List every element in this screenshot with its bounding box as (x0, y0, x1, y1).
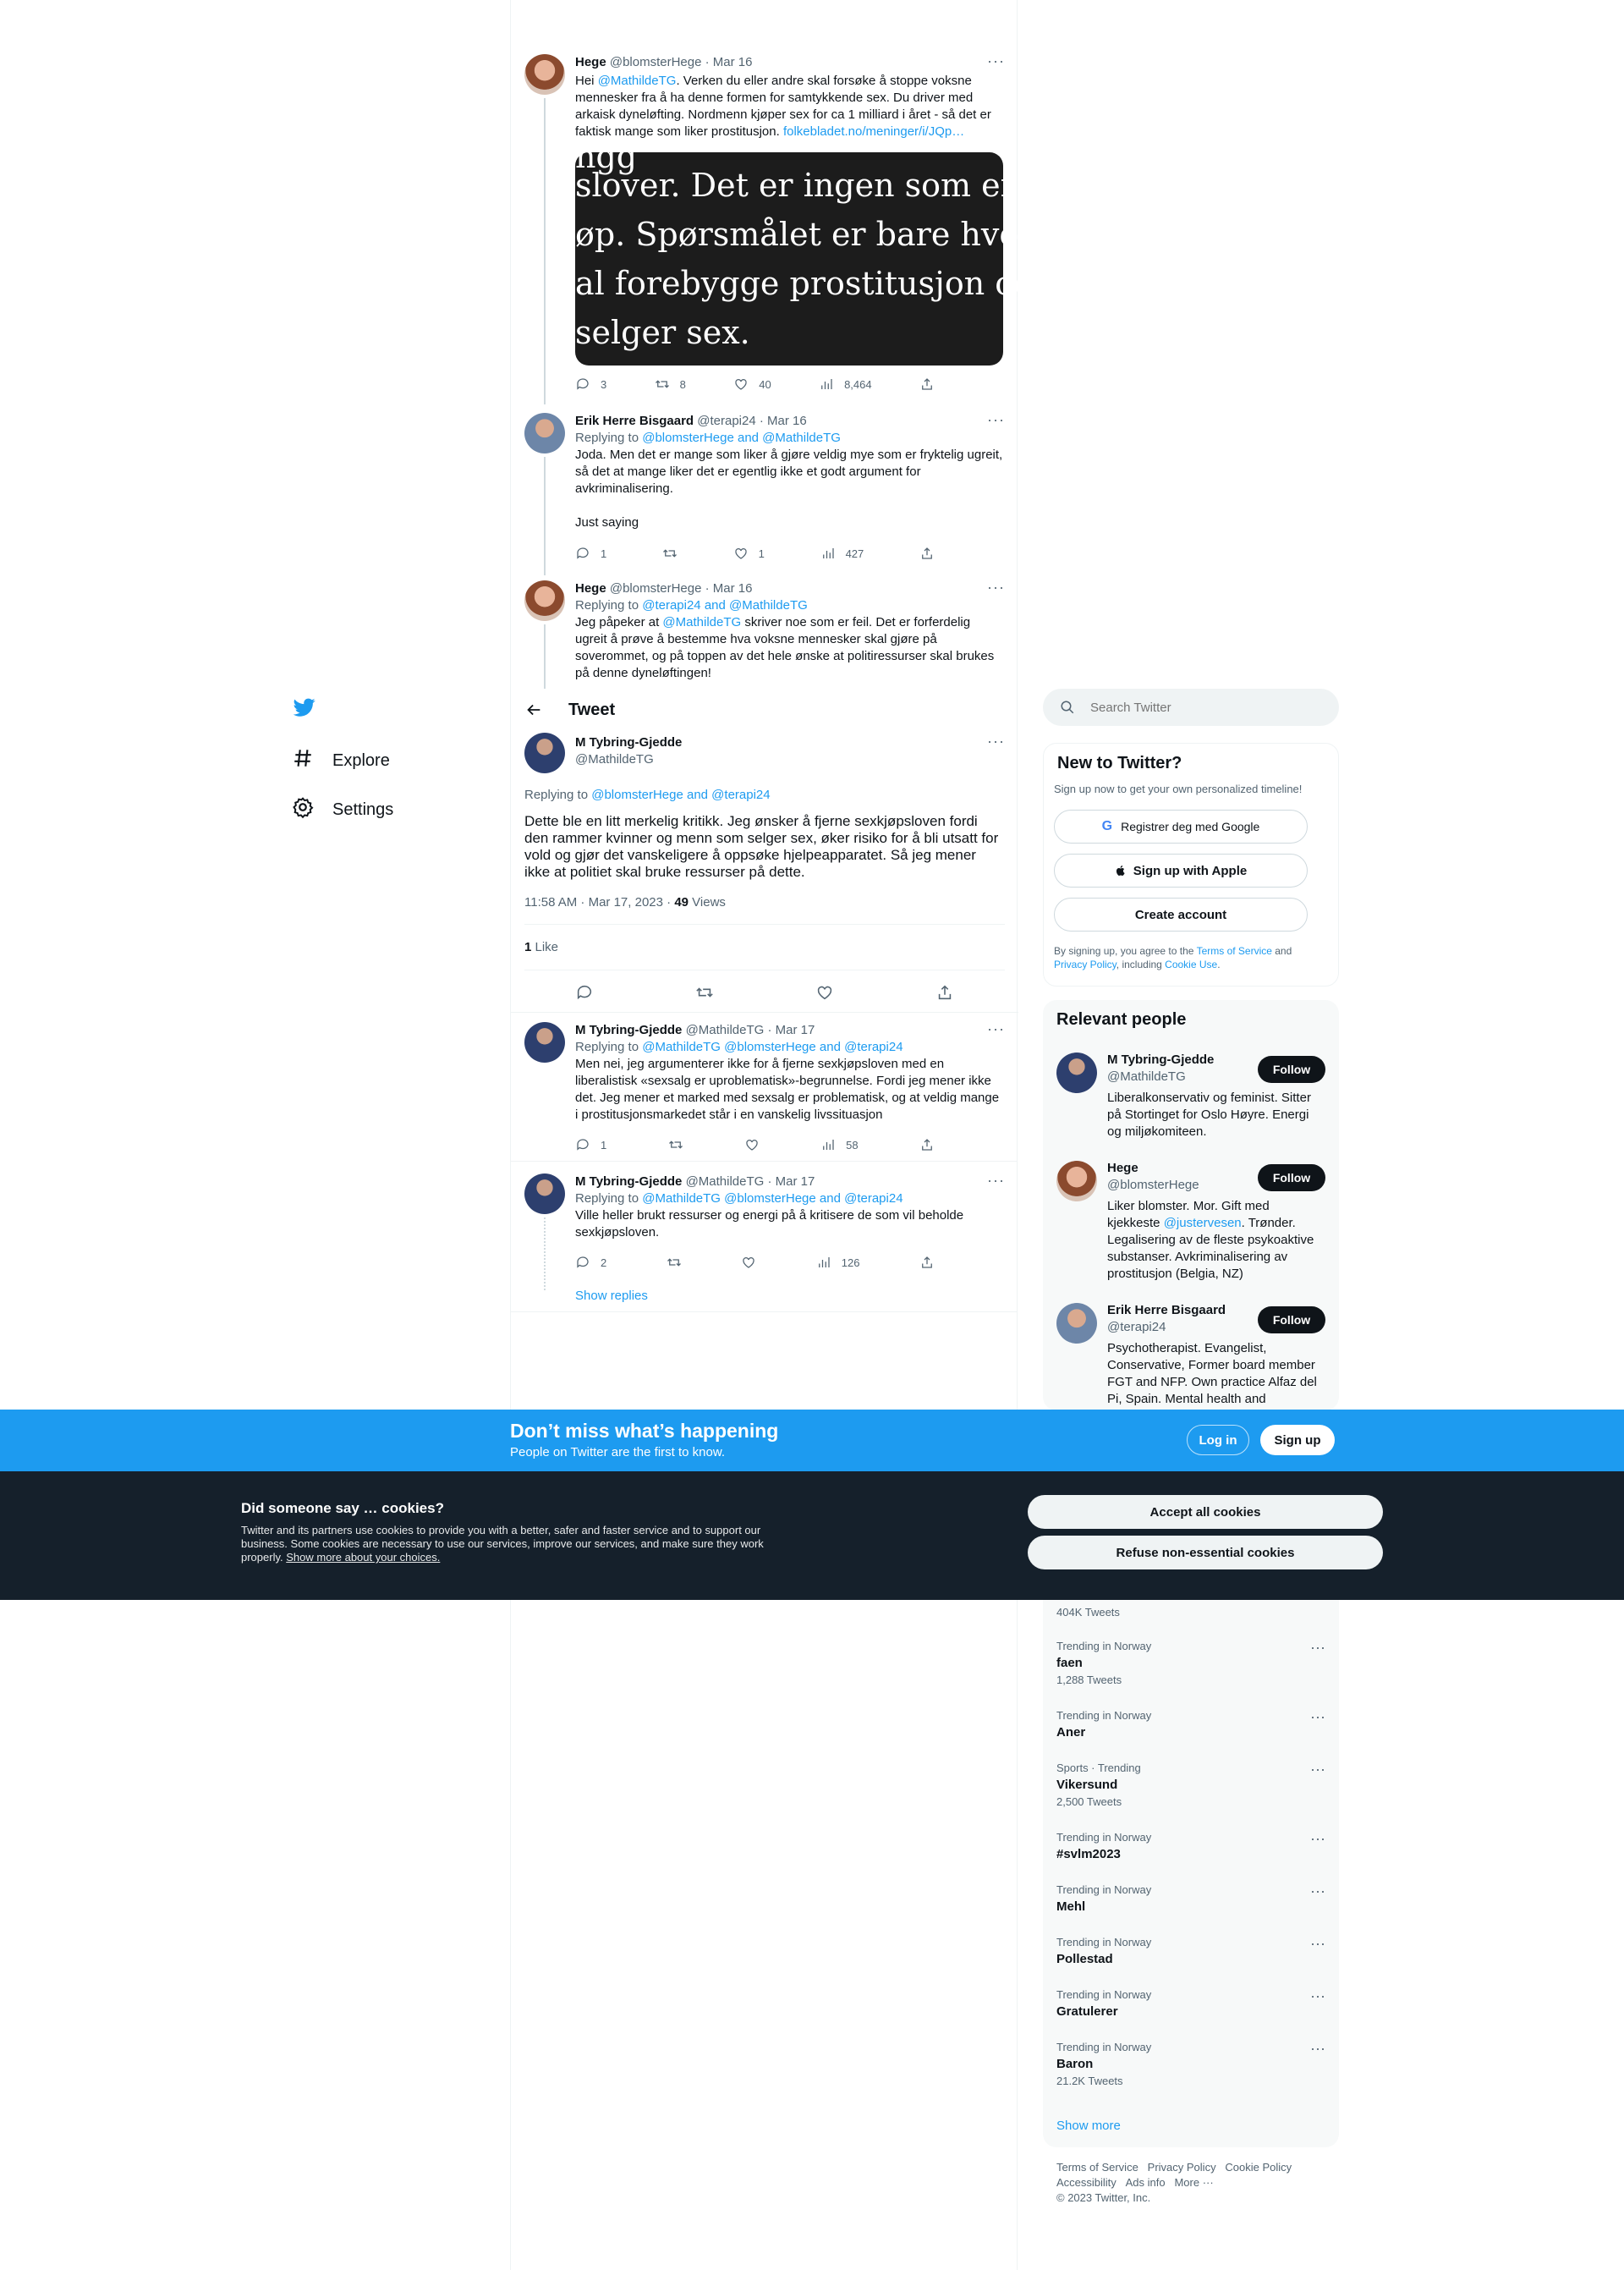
more-icon[interactable]: ··· (987, 411, 1005, 428)
mention-link[interactable]: @justervesen (1163, 1216, 1242, 1230)
tweet-text: Joda. Men det er mange som liker å gjøre veldig mye som er fryktelig ugreit, så det at mange liker det er egentlig ikke et godt argument for avkriminalisering. (575, 448, 1003, 496)
gear-icon (292, 796, 314, 823)
nav-settings[interactable] (292, 796, 393, 823)
person-card[interactable] (1056, 1303, 1325, 1404)
avatar[interactable] (524, 580, 565, 621)
share-button[interactable] (919, 1137, 935, 1152)
like-button[interactable] (744, 1137, 760, 1152)
banner-subtitle: People on Twitter are the first to know. (510, 1445, 726, 1459)
person-name[interactable]: M Tybring-Gjedde (1107, 1053, 1215, 1067)
person-card[interactable] (1056, 1161, 1325, 1296)
tweet-author-name[interactable]: M Tybring-Gjedde (575, 735, 683, 750)
heart-icon (733, 377, 749, 392)
trend-item[interactable]: Sports · Trending Vikersund 2,500 Tweets ··· (1056, 1761, 1325, 1808)
reply-button[interactable]: 3 (575, 377, 606, 392)
footer-link[interactable]: Ads info (1125, 2176, 1166, 2189)
tweet-text: Jeg påpeker at @MathildeTG skriver noe som er feil. Det er forferdelig ugreit å prøve å bestemme hva voksne mennesker skal gjøre på soverommet, og på toppen av det hele ønske at politiressurser skal brukes på denne dyneløftingen! (575, 615, 995, 680)
tweet-date[interactable]: · Mar 17 (767, 1174, 815, 1189)
tweet-author-handle[interactable]: @MathildeTG (575, 752, 654, 767)
tweet-image[interactable]: ngg slover. Det er ingen som er p øp. Spørsmålet er bare hvord al forebygge prostitusjon og h selger sex. (575, 152, 1003, 366)
tweet-text: Hei @MathildeTG. Verken du eller andre skal forsøke å stoppe voksne mennesker fra å ha denne formen for samtykkende sex. Du driver med arkaisk dyneløfting. Nordmenn kjøper sex for ca 1 milliard i året - så det er faktisk mange som liker prostitusjon. folkebladet.no/meninger/i/JQp… (575, 74, 991, 139)
image-text-line: selger sex. (575, 314, 750, 351)
views-icon (820, 1137, 836, 1152)
mention-link[interactable]: @terapi24 and @MathildeTG (642, 598, 808, 613)
more-icon[interactable]: ··· (1310, 1708, 1325, 1725)
search-input[interactable] (1090, 701, 1310, 715)
person-handle[interactable]: @blomsterHege (1107, 1178, 1199, 1192)
tweet-date[interactable]: · Mar 16 (759, 414, 807, 428)
tweet-hege-2[interactable] (524, 580, 1005, 689)
heart-icon (733, 546, 749, 561)
tweet-author-handle[interactable]: @MathildeTG (685, 1174, 765, 1189)
cookie-use-link[interactable]: Cookie Use (1165, 959, 1218, 970)
tweet-author-name[interactable]: M Tybring-Gjedde (575, 1174, 683, 1189)
nav-explore[interactable] (292, 747, 390, 774)
reply-icon (575, 546, 590, 561)
person-handle[interactable]: @MathildeTG (1107, 1069, 1186, 1084)
person-name[interactable]: Erik Herre Bisgaard (1107, 1303, 1226, 1317)
retweet-icon (662, 546, 678, 561)
like-button[interactable]: 1 (733, 546, 765, 561)
image-text-line: al forebygge prostitusjon og h (575, 265, 1067, 302)
twitter-logo-icon[interactable] (294, 696, 319, 722)
tweet-author-handle[interactable]: @blomsterHege (609, 581, 702, 596)
reply-icon (575, 1255, 590, 1270)
mention-link[interactable]: @MathildeTG (597, 74, 677, 88)
views-button[interactable]: 58 (820, 1137, 858, 1152)
share-icon (919, 546, 935, 561)
retweet-button[interactable] (662, 546, 678, 561)
tweet-author-handle[interactable]: @MathildeTG (685, 1023, 765, 1037)
cookie-choices-link[interactable]: Show more about your choices. (286, 1551, 441, 1564)
mention-link[interactable]: @blomsterHege and @MathildeTG (642, 431, 841, 445)
trend-item[interactable]: Trending in Norway Mehl ··· (1056, 1883, 1325, 1914)
retweet-button[interactable]: 8 (655, 377, 686, 392)
trend-item[interactable]: Trending in Norway #svlm2023 ··· (1056, 1830, 1325, 1861)
copyright: © 2023 Twitter, Inc. (1056, 2191, 1151, 2204)
more-icon[interactable]: ··· (1310, 1830, 1325, 1847)
tweet-text: Ville heller brukt ressurser og energi på å kritisere de som vil beholde sexkjøpsloven. (575, 1208, 964, 1239)
signup-banner (0, 1410, 1624, 1471)
avatar[interactable] (1056, 1303, 1097, 1344)
retweet-icon (667, 1255, 682, 1270)
tweet-author-name[interactable]: Hege (575, 581, 606, 596)
avatar[interactable] (524, 733, 565, 773)
follow-button[interactable]: Follow (1258, 1056, 1325, 1083)
create-account-button[interactable]: Create account (1054, 898, 1308, 932)
views-button[interactable]: 8,464 (819, 377, 872, 392)
more-icon[interactable]: ··· (1310, 1987, 1325, 2004)
mention-link[interactable]: @blomsterHege and @terapi24 (591, 788, 771, 802)
tweet-date[interactable]: · Mar 16 (705, 581, 753, 596)
views-icon (820, 546, 836, 561)
tweet-author-name[interactable]: Erik Herre Bisgaard (575, 414, 694, 428)
footer-link[interactable]: More ··· (1174, 2176, 1214, 2189)
retweet-button[interactable] (668, 1137, 683, 1152)
mention-link[interactable]: @MathildeTG @blomsterHege and @terapi24 (642, 1191, 903, 1206)
google-icon: G (1101, 819, 1113, 833)
retweet-icon (655, 377, 670, 392)
reply-button[interactable]: 1 (575, 546, 606, 561)
nav-explore-label: Explore (332, 750, 390, 770)
like-button[interactable]: 40 (733, 377, 771, 392)
reply-button[interactable]: 1 (575, 1137, 606, 1152)
trends-panel (1043, 1580, 1339, 2147)
mention-link[interactable]: @MathildeTG @blomsterHege and @terapi24 (642, 1040, 903, 1054)
tweet-text: Men nei, jeg argumenterer ikke for å fjerne sexkjøpsloven med en liberalistisk «sexsalg er uproblematisk»-begrunnelse. Fordi jeg mener ikke det. Jeg mener et marked med sexsalg er problematisk, og at veldig mange i prostitusjonsmarkedet står i en vanskelig livssituasjon (575, 1057, 1000, 1122)
views-icon (819, 377, 834, 392)
avatar[interactable] (524, 413, 565, 453)
show-more-link[interactable]: Show more (1056, 2119, 1121, 2133)
person-card[interactable] (1056, 1053, 1325, 1154)
page-title: Tweet (568, 700, 616, 719)
panel-title: New to Twitter? (1057, 754, 1182, 772)
terms-text: By signing up, you agree to the Terms of Service and Privacy Policy, including Cookie Use. (1054, 945, 1292, 970)
trend-item[interactable]: Trending in Norway Pollestad ··· (1056, 1935, 1325, 1966)
trend-item[interactable]: Trending in Norway Baron 21.2K Tweets ··· (1056, 2040, 1325, 2087)
person-handle[interactable]: @terapi24 (1107, 1320, 1166, 1334)
replying-to: Replying to @terapi24 and @MathildeTG (575, 598, 808, 613)
trend-count: 404K Tweets (1056, 1606, 1120, 1619)
share-icon (919, 377, 935, 392)
main-tweet-text: Dette ble en litt merkelig kritikk. Jeg ønsker å fjerne sexkjøpsloven fordi den rammer kvinner og menn som selger sex, øker risiko for å bli utsatt for vold og gjør det vanskeligere å oppsøke hjelpeapparatet. Så jeg mener ikke at politiet skal bruke ressurser på dette. (524, 813, 999, 880)
google-signup-button[interactable]: G Registrer deg med Google (1054, 810, 1308, 844)
tweet-author-handle[interactable]: @blomsterHege (609, 55, 702, 69)
search-box[interactable] (1043, 689, 1339, 726)
replying-to: Replying to @MathildeTG @blomsterHege and @terapi24 (575, 1191, 903, 1206)
heart-icon (815, 983, 834, 1002)
banner-title: Don’t miss what’s happening (510, 1420, 779, 1442)
trend-item[interactable]: Trending in Norway Aner ··· (1056, 1708, 1325, 1740)
views-icon (816, 1255, 831, 1270)
login-button[interactable]: Log in (1187, 1425, 1249, 1455)
retweet-button[interactable] (667, 1255, 682, 1270)
trend-item[interactable]: Trending in Norway Gratulerer ··· (1056, 1987, 1325, 2019)
refuse-cookies-button[interactable]: Refuse non-essential cookies (1028, 1536, 1383, 1569)
image-text-line: slover. Det er ingen som er p (575, 167, 1047, 204)
reply-button[interactable]: 2 (575, 1255, 606, 1270)
show-replies-link[interactable]: Show replies (575, 1289, 648, 1303)
tweet-author-name[interactable]: M Tybring-Gjedde (575, 1023, 683, 1037)
more-icon[interactable]: ··· (1310, 1935, 1325, 1952)
like-button[interactable] (815, 983, 834, 1006)
tweet-header (511, 689, 1017, 731)
reply-tweet[interactable] (524, 1022, 1005, 1157)
reply-icon (575, 983, 594, 1002)
tweet-date[interactable]: · Mar 17 (767, 1023, 815, 1037)
footer-link[interactable]: Terms of Service (1056, 2161, 1138, 2174)
footer-link[interactable]: Cookie Policy (1225, 2161, 1292, 2174)
main-tweet (524, 733, 1005, 1012)
avatar[interactable] (524, 1022, 565, 1063)
reply-tweet[interactable] (524, 1172, 1005, 1303)
tweet-date[interactable]: · Mar 16 (705, 55, 753, 69)
retweet-button[interactable] (695, 983, 714, 1006)
cookie-banner (0, 1471, 1624, 1600)
footer (1043, 2160, 1339, 2206)
apple-icon (1115, 864, 1127, 877)
like-button[interactable] (741, 1255, 756, 1270)
views-button[interactable]: 427 (820, 546, 864, 561)
tweet-author-name[interactable]: Hege (575, 55, 606, 69)
relevant-people-panel (1043, 1000, 1339, 1410)
accept-cookies-button[interactable]: Accept all cookies (1028, 1495, 1383, 1529)
follow-button[interactable]: Follow (1258, 1306, 1325, 1333)
main-column (510, 0, 1067, 2270)
cookie-text: Twitter and its partners use cookies to provide you with a better, safer and faster service and to support our business. Some cookies are necessary to use our services, improve our services, and make sure they work properly. Show more about your choices. (241, 1524, 764, 1564)
footer-link[interactable]: Accessibility (1056, 2176, 1116, 2189)
avatar[interactable] (524, 54, 565, 95)
replying-to: Replying to @MathildeTG @blomsterHege and @terapi24 (575, 1040, 903, 1054)
person-bio: Liberalkonservativ og feminist. Sitter på Stortinget for Oslo Høyre. Energi og miljøkomiteen. (1107, 1091, 1311, 1139)
more-icon[interactable]: ··· (1310, 2040, 1325, 2057)
more-icon[interactable]: ··· (987, 1020, 1005, 1037)
more-icon[interactable]: ··· (987, 579, 1005, 596)
retweet-icon (695, 983, 714, 1002)
more-icon[interactable]: ··· (1310, 1883, 1325, 1899)
more-icon[interactable]: ··· (1310, 1639, 1325, 1656)
image-text-line: øp. Spørsmålet er bare hvord (575, 216, 1055, 253)
tweet-timestamp: 11:58 AM · Mar 17, 2023 · 49 Views (524, 895, 726, 910)
likes-count[interactable]: 1 Like (524, 940, 559, 954)
trend-item[interactable]: Trending in Norway faen 1,288 Tweets ··· (1056, 1639, 1325, 1686)
cookie-title: Did someone say … cookies? (241, 1500, 444, 1516)
apple-signup-button[interactable]: Sign up with Apple (1054, 854, 1308, 888)
more-icon[interactable]: ··· (987, 733, 1005, 750)
tweet-erik[interactable] (524, 413, 1005, 574)
person-bio: Liker blomster. Mor. Gift med kjekkeste @justervesen. Trønder. Legalisering av de fleste psykoaktive substanser. Avkriminalisering av prostitusjon (Belgia, NZ) (1107, 1199, 1314, 1281)
footer-link[interactable]: Privacy Policy (1147, 2161, 1216, 2174)
share-button[interactable] (919, 546, 935, 561)
panel-subtitle: Sign up now to get your own personalized timeline! (1054, 783, 1303, 795)
person-name[interactable]: Hege (1107, 1161, 1138, 1175)
avatar[interactable] (524, 1173, 565, 1214)
panel-title: Relevant people (1056, 1010, 1187, 1029)
share-button[interactable] (919, 1255, 935, 1270)
person-bio: Psychotherapist. Evangelist, Conservative, Former board member FGT and NFP. Own practice Alfaz del Pi, Spain. Mental health and (1107, 1341, 1317, 1406)
new-to-twitter-panel (1043, 743, 1339, 987)
tweet-author-handle[interactable]: @terapi24 (697, 414, 756, 428)
signup-button[interactable]: Sign up (1260, 1425, 1335, 1455)
tweet-hege-1[interactable] (524, 52, 1067, 401)
terms-link[interactable]: Terms of Service (1196, 945, 1272, 957)
replying-to: Replying to @blomsterHege and @terapi24 (524, 788, 771, 802)
reply-button[interactable] (575, 983, 594, 1006)
nav-settings-label: Settings (332, 800, 394, 819)
heart-icon (741, 1255, 756, 1270)
retweet-icon (668, 1137, 683, 1152)
share-button[interactable] (935, 983, 954, 1006)
search-icon (1060, 700, 1075, 715)
more-icon[interactable]: ··· (987, 52, 1005, 69)
mention-link[interactable]: @MathildeTG (662, 615, 742, 629)
hashtag-icon (292, 747, 314, 774)
more-icon[interactable]: ··· (987, 1172, 1005, 1189)
back-arrow-icon[interactable] (524, 701, 543, 719)
more-icon[interactable]: ··· (1310, 1761, 1325, 1778)
reply-icon (575, 377, 590, 392)
follow-button[interactable]: Follow (1258, 1164, 1325, 1191)
avatar[interactable] (1056, 1053, 1097, 1093)
heart-icon (744, 1137, 760, 1152)
privacy-link[interactable]: Privacy Policy (1054, 959, 1116, 970)
views-button[interactable]: 126 (816, 1255, 860, 1270)
share-button[interactable] (919, 377, 935, 392)
share-icon (935, 983, 954, 1002)
share-icon (919, 1255, 935, 1270)
reply-icon (575, 1137, 590, 1152)
share-icon (919, 1137, 935, 1152)
replying-to: Replying to @blomsterHege and @MathildeTG (575, 431, 841, 445)
tweet-text: Just saying (575, 515, 639, 530)
external-link[interactable]: folkebladet.no/meninger/i/JQp… (782, 124, 965, 139)
avatar[interactable] (1056, 1161, 1097, 1201)
